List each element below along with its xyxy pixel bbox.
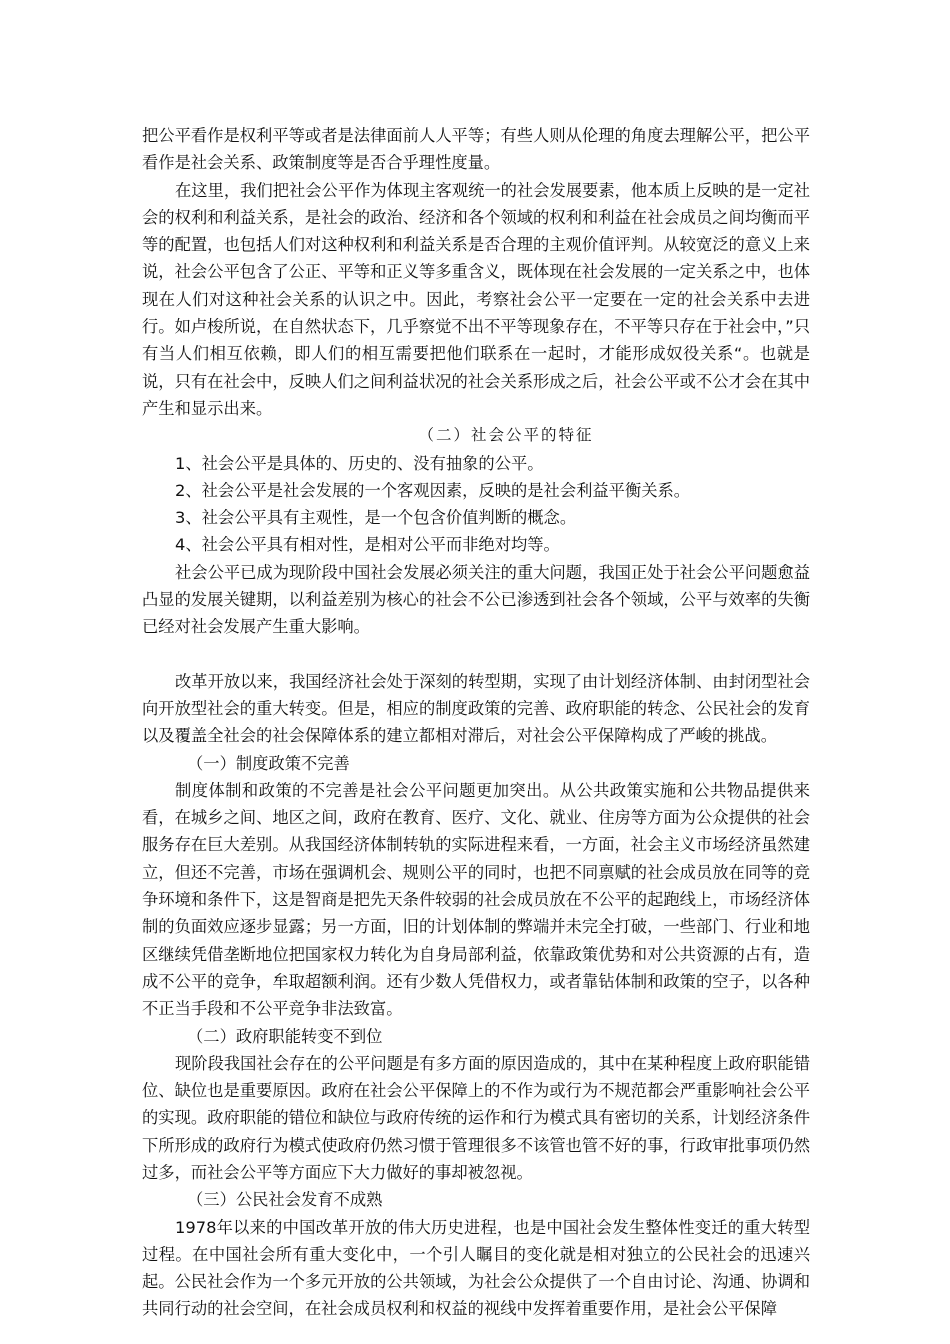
paragraph-2: 在这里，我们把社会公平作为体现主客观统一的社会发展要素，他本质上反映的是一定社会的权利和利益关系，是社会的政治、经济和各个领域的权利和利益在社会成员之间均衡而平等的配置，也包括人们对这种权利和利益关系是否合理的主观价值评判。从较宽泛的意义上来说，社会公平包含了公正、平等和正义等多重含义，既体现在社会发展的一定关系之中，也体现在人们对这种社会关系的认识之中。因此，考察社会公平一定要在一定的社会关系中去进行。如卢梭所说，在自然状态下，几乎察觉不出不平等现象存在，不平等只存在于社会中，”只有当人们相互依赖，即人们的相互需要把他们联系在一起时，才能形成奴役关系“。也就是说，只有在社会中，反映人们之间利益状况的社会关系形成之后，社会公平或不公才会在其中产生和显示出来。 xyxy=(142,180,810,418)
list-item: 1、社会公平是具体的、历史的、没有抽象的公平。 xyxy=(175,453,544,473)
paragraph-1: 把公平看作是权利平等或者是法律面前人人平等；有些人则从伦理的角度去理解公平，把公平看作是社会关系、政策制度等是否合乎理性度量。 xyxy=(142,126,810,173)
paragraph-4: 改革开放以来，我国经济社会处于深刻的转型期，实现了由计划经济体制、由封闭型社会向开放型社会的重大转变。但是，相应的制度政策的完善、政府职能的转念、公民社会的发育以及覆盖全社会的社会保障体系的建立都相对滞后，对社会公平保障构成了严峻的挑战。 xyxy=(142,671,810,746)
list-item: 2、社会公平是社会发展的一个客观因素，反映的是社会利益平衡关系。 xyxy=(175,480,691,500)
section-heading: （二）社会公平的特征 xyxy=(418,426,594,445)
list-item: 4、社会公平具有相对性，是相对公平而非绝对均等。 xyxy=(175,535,560,555)
paragraph-5: 制度体制和政策的不完善是社会公平问题更加突出。从公共政策实施和公共物品提供来看，在城乡之间、地区之间，政府在教育、医疗、文化、就业、住房等方面为公众提供的社会服务存在巨大差别。从我国经济体制转轨的实际进程来看，一方面，社会主义市场经济虽然建立，但还不完善，市场在强调机会、规则公平的同时，也把不同禀赋的社会成员放在同等的竞争环境和条件下，这是智商是把先天条件较弱的社会成员放在不公平的起跑线上，市场经济体制的负面效应逐步显露；另一方面，旧的计划体制的弊端并未完全打破，一些部门、行业和地区继续凭借垄断地位把国家权力转化为自身局部利益，依靠政策优势和对公共资源的占有，造成不公平的竞争，牟取超额利润。还有少数人凭借权力，或者靠钻体制和政策的空子，以各种不正当手段和不公平竞争非法致富。 xyxy=(142,780,810,1019)
list-item: 3、社会公平具有主观性，是一个包含价值判断的概念。 xyxy=(175,508,577,528)
subheading-2: （二）政府职能转变不到位 xyxy=(187,1026,383,1046)
blank-line xyxy=(142,641,810,668)
subheading-1: （一）制度政策不完善 xyxy=(187,753,350,773)
paragraph-7: 1978年以来的中国改革开放的伟大历史进程，也是中国社会发生整体性变迁的重大转型过程。在中国社会所有重大变化中，一个引人瞩目的变化就是相对独立的公民社会的迅速兴起。公民社会作为一个多元开放的公共领域，为社会公众提供了一个自由讨论、沟通、协调和共同行动的社会空间，在社会成员权利和权益的视线中发挥着重要作用，是社会公平保障 xyxy=(142,1217,810,1319)
paragraph-6: 现阶段我国社会存在的公平问题是有多方面的原因造成的，其中在某种程度上政府职能错位、缺位也是重要原因。政府在社会公平保障上的不作为或行为不规范都会严重影响社会公平的实现。政府职能的错位和缺位与政府传统的运作和行为模式具有密切的关系，计划经济条件下所形成的政府行为模式使政府仍然习惯于管理很多不该管也管不好的事，行政审批事项仍然过多，而社会公平等方面应下大力做好的事却被忽视。 xyxy=(142,1053,810,1182)
subheading-3: （三）公民社会发育不成熟 xyxy=(187,1190,383,1210)
paragraph-3: 社会公平已成为现阶段中国社会发展必须关注的重大问题，我国正处于社会公平问题愈益凸显的发展关键期，以利益差别为核心的社会不公已渗透到社会各个领域，公平与效率的失衡已经对社会发展产生重大影响。 xyxy=(142,562,810,637)
document-page xyxy=(142,122,810,1323)
